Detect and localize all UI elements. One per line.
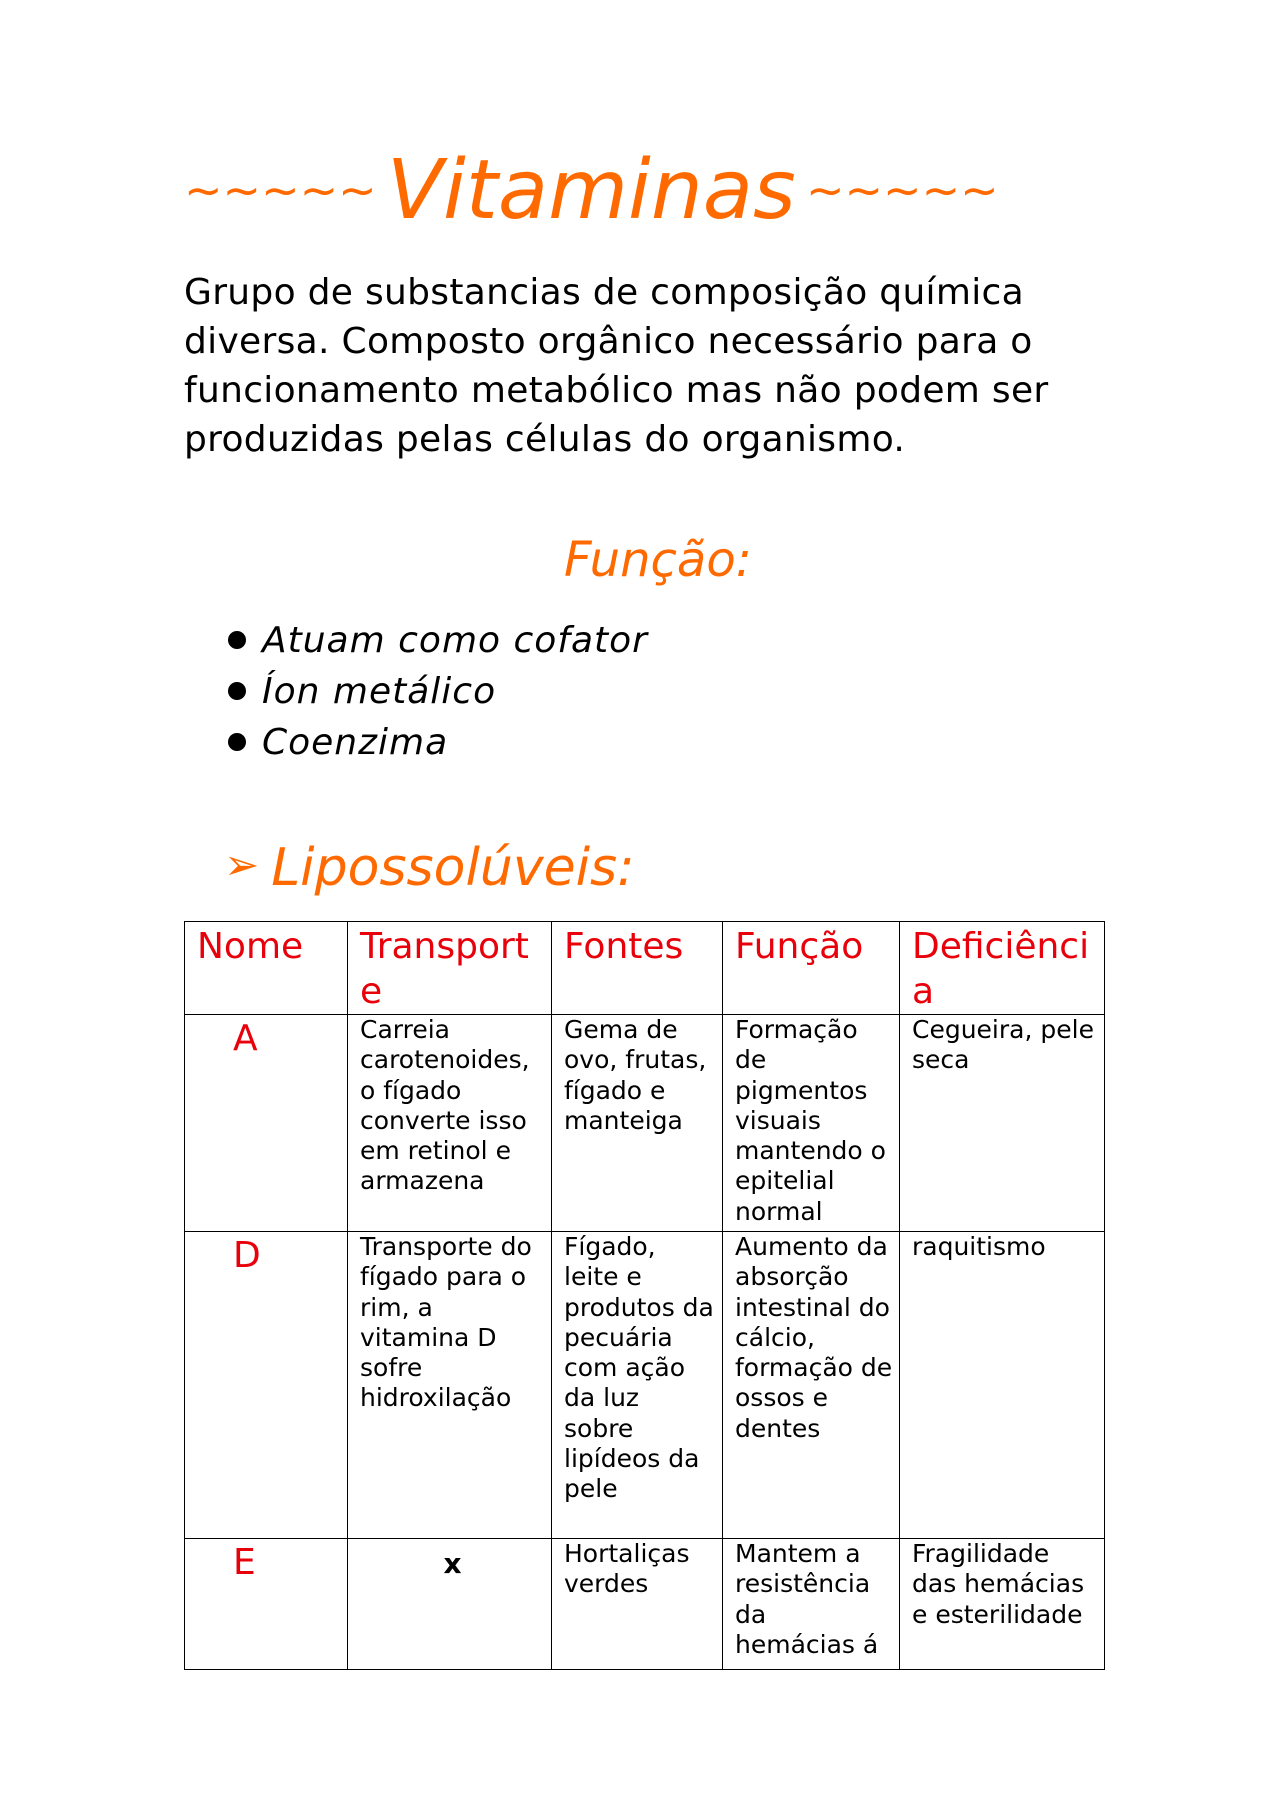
funcao-item-text: Íon metálico — [262, 671, 497, 712]
title-prefix: ~~~~~ — [184, 163, 377, 217]
bullet-icon — [228, 682, 246, 700]
funcao-list-item — [226, 666, 648, 717]
cell-deficiencia: Fragilidade das hemácias e esterilidade — [900, 1539, 1105, 1670]
cell-funcao: Formação de pigmentos visuais mantendo o epitelial normal — [723, 1015, 900, 1232]
title-text: Vitaminas — [386, 143, 796, 238]
column-header-nome: Nome — [185, 922, 348, 1015]
cell-nome: A — [185, 1015, 348, 1232]
cell-funcao: Aumento da absorção intestinal do cálcio, formação de ossos e dentes — [723, 1232, 900, 1539]
column-header-transporte: Transporte — [348, 922, 552, 1015]
arrow-bullet-icon: ➢ — [224, 840, 260, 889]
funcao-list — [226, 615, 648, 768]
column-header-funcao: Função — [723, 922, 900, 1015]
cell-fontes: Fígado, leite e produtos da pecuária com ação da luz sobre lipídeos da pele — [552, 1232, 723, 1539]
page-title — [184, 143, 999, 238]
cell-deficiencia: raquitismo — [900, 1232, 1105, 1539]
bullet-icon — [228, 631, 246, 649]
funcao-item-text: Coenzima — [262, 722, 449, 763]
lipossoluveis-heading — [224, 838, 635, 898]
table-row — [185, 1539, 1105, 1670]
table-header-row — [185, 922, 1105, 1015]
cell-deficiencia: Cegueira, pele seca — [900, 1015, 1105, 1232]
cell-transporte: Carreia carotenoides, o fígado converte isso em retinol e armazena — [348, 1015, 552, 1232]
cell-nome: E — [185, 1539, 348, 1670]
column-header-fontes: Fontes — [552, 922, 723, 1015]
title-suffix: ~~~~~ — [805, 163, 999, 217]
table-row — [185, 1232, 1105, 1539]
cell-transporte: Transporte do fígado para o rim, a vitamina D sofre hidroxilação — [348, 1232, 552, 1539]
column-header-deficiencia: Deficiência — [900, 922, 1105, 1015]
funcao-list-item — [226, 717, 648, 768]
funcao-list-item — [226, 615, 648, 666]
bullet-icon — [228, 733, 246, 751]
vitamins-table — [184, 921, 1105, 1670]
funcao-heading: Função: — [564, 532, 752, 588]
funcao-item-text: Atuam como cofator — [262, 620, 648, 661]
lipossoluveis-heading-text: Lipossolúveis: — [271, 838, 635, 898]
cell-transporte: x — [348, 1539, 552, 1670]
cell-fontes: Gema de ovo, frutas, fígado e manteiga — [552, 1015, 723, 1232]
intro-paragraph: Grupo de substancias de composição química diversa. Composto orgânico necessário para o funcionamento metabólico mas não podem ser produzidas pelas células do organismo. — [184, 272, 1049, 460]
cell-nome: D — [185, 1232, 348, 1539]
table-row — [185, 1015, 1105, 1232]
cell-funcao: Mantem a resistência da hemácias á — [723, 1539, 900, 1670]
cell-fontes: Hortaliças verdes — [552, 1539, 723, 1670]
